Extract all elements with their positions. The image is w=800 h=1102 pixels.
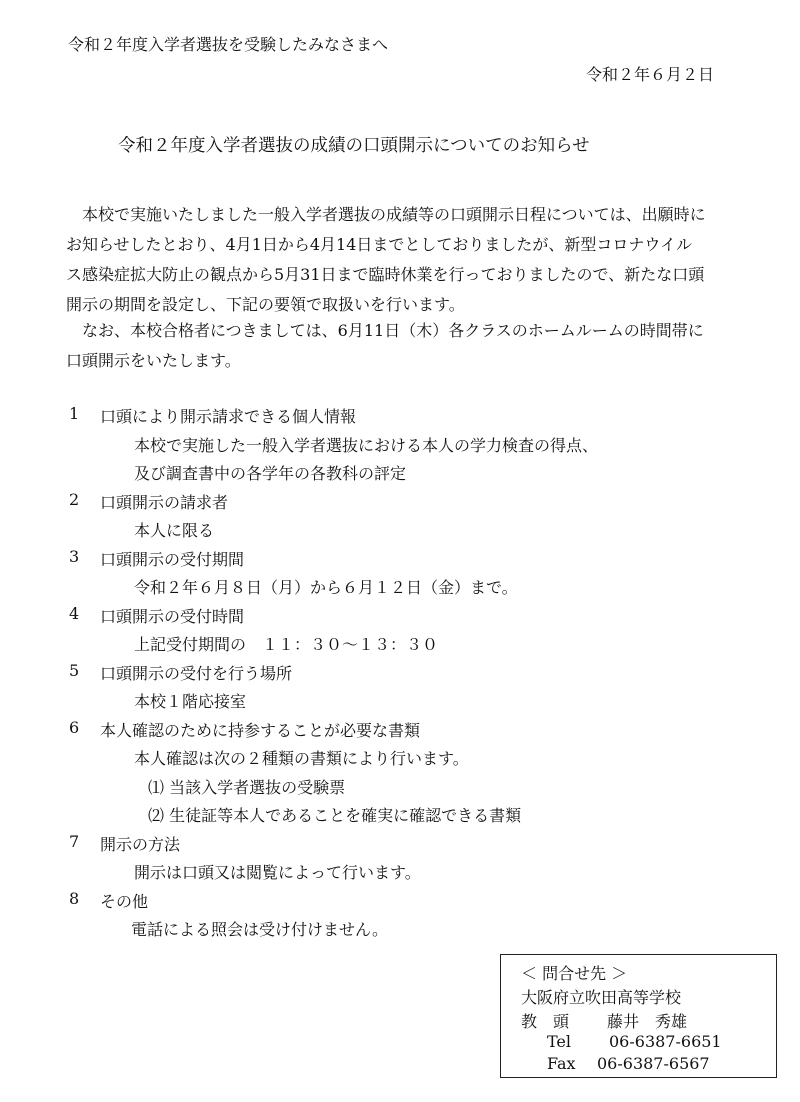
item-number: 3 bbox=[69, 547, 80, 566]
contact-tel: 06-6387-6651 bbox=[609, 1032, 722, 1051]
contact-role: 教 頭 bbox=[521, 1012, 570, 1031]
item-heading: 口頭により開示請求できる個人情報 bbox=[100, 407, 357, 426]
contact-name: 藤井 秀雄 bbox=[607, 1012, 688, 1031]
item-detail: 本人確認は次の２種類の書類により行います。 bbox=[134, 749, 469, 768]
item-detail: 開示は口頭又は閲覧によって行います。 bbox=[134, 863, 421, 882]
item-detail: 上記受付期間の １１：３０～１３：３０ bbox=[134, 635, 439, 654]
item-heading: その他 bbox=[100, 892, 149, 911]
paragraph-line: 口頭開示をいたします。 bbox=[66, 351, 241, 370]
body-paragraph-1 bbox=[66, 200, 756, 320]
document-date: 令和２年６月２日 bbox=[586, 65, 715, 84]
item-number: 6 bbox=[69, 718, 80, 737]
paragraph-line: なお、本校合格者につきましては、6月11日（木）各クラスのホームルームの時間帯に bbox=[82, 321, 704, 340]
item-subdetail: ⑴ 当該入学者選抜の受験票 bbox=[148, 778, 346, 797]
item-heading: 口頭開示の受付期間 bbox=[100, 550, 245, 569]
item-heading: 口頭開示の請求者 bbox=[100, 493, 229, 512]
item-detail: 令和２年６月８日（月）から６月１２日（金）まで。 bbox=[134, 578, 518, 597]
paragraph-line: 開示の期間を設定し、下記の要領で取扱いを行います。 bbox=[66, 295, 465, 314]
contact-school: 大阪府立吹田高等学校 bbox=[521, 988, 682, 1007]
item-detail: 本校で実施した一般入学者選抜における本人の学力検査の得点、 bbox=[134, 436, 599, 455]
item-detail: 本校１階応接室 bbox=[134, 692, 247, 711]
contact-fax-label: Fax bbox=[547, 1054, 576, 1073]
item-subdetail: ⑵ 生徒証等本人であることを確実に確認できる書類 bbox=[148, 806, 522, 825]
item-number: 2 bbox=[69, 490, 80, 509]
item-heading: 本人確認のために持参することが必要な書類 bbox=[100, 721, 421, 740]
contact-fax: 06-6387-6567 bbox=[597, 1054, 710, 1073]
addressee-line: 令和２年度入学者選抜を受験したみなさまへ bbox=[68, 35, 389, 54]
contact-heading: ＜ 問合せ先 ＞ bbox=[521, 964, 628, 983]
paragraph-line: お知らせしたとおり、4月1日から4月14日までとしておりましたが、新型コロナウイル bbox=[66, 235, 692, 254]
item-number: 8 bbox=[69, 889, 80, 908]
item-number: 4 bbox=[69, 604, 80, 623]
item-number: 7 bbox=[69, 832, 80, 851]
body-paragraph-2 bbox=[66, 316, 756, 376]
contact-tel-label: Tel bbox=[547, 1032, 572, 1051]
item-heading: 口頭開示の受付を行う場所 bbox=[100, 664, 293, 683]
item-heading: 開示の方法 bbox=[100, 835, 181, 854]
document-title: 令和２年度入学者選抜の成績の口頭開示についてのお知らせ bbox=[118, 136, 590, 156]
item-number: 1 bbox=[69, 404, 80, 423]
item-detail: 本人に限る bbox=[134, 521, 215, 540]
paragraph-line: ス感染症拡大防止の観点から5月31日まで臨時休業を行っておりましたので、新たな口頭 bbox=[66, 265, 705, 284]
item-heading: 口頭開示の受付時間 bbox=[100, 607, 245, 626]
paragraph-line: 本校で実施いたしました一般入学者選抜の成績等の口頭開示日程については、出願時に bbox=[82, 205, 706, 224]
item-detail: 及び調査書中の各学年の各教科の評定 bbox=[134, 464, 407, 483]
item-number: 5 bbox=[69, 661, 80, 680]
contact-box bbox=[500, 954, 777, 1078]
item-detail: 電話による照会は受け付けません。 bbox=[131, 920, 388, 939]
